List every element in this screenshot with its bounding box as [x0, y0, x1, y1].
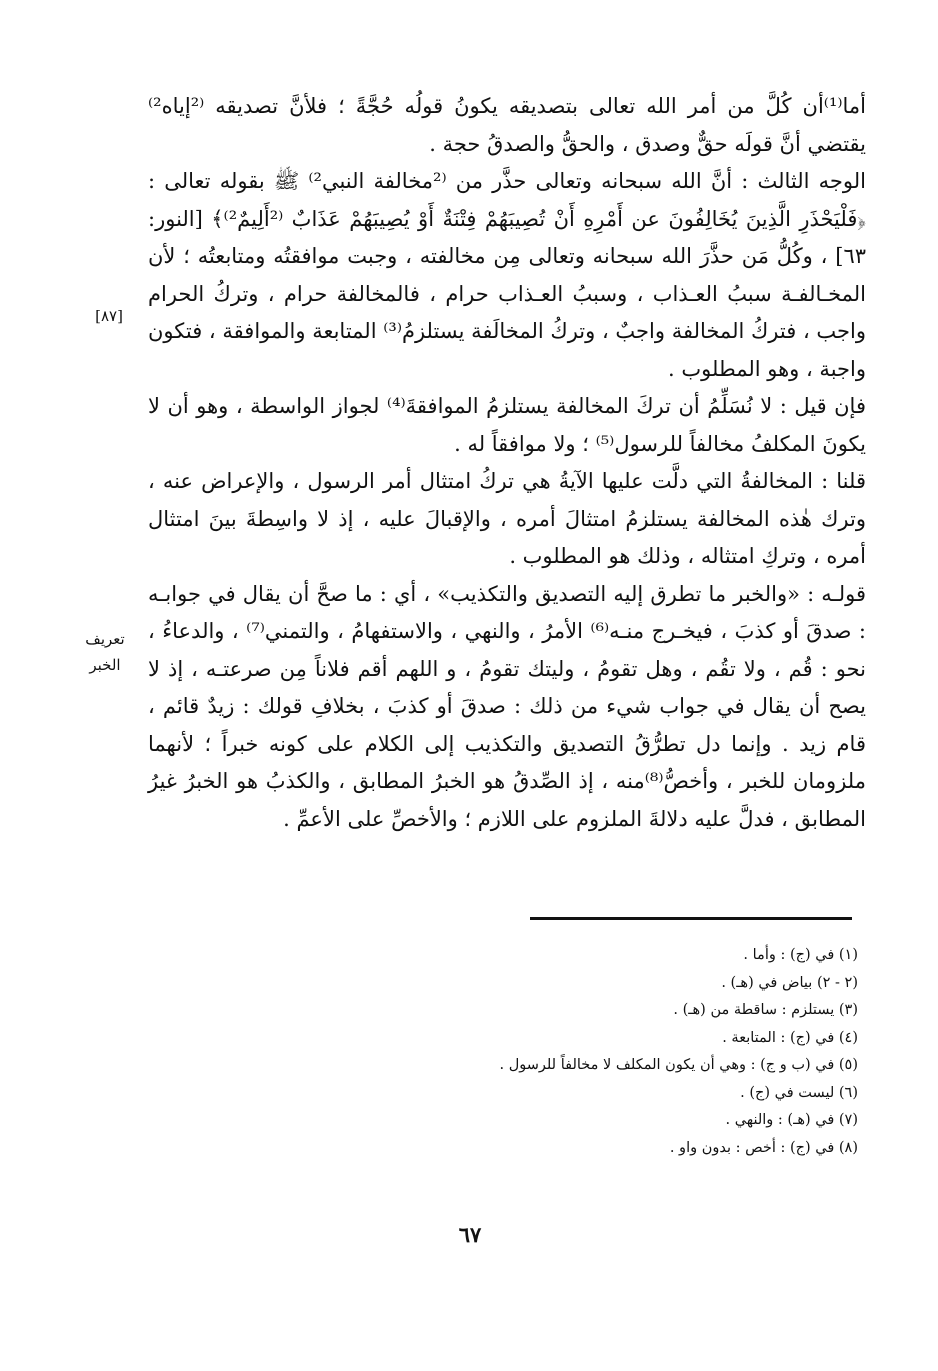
footnote-2: (٢ - ٢) بياض في (هـ) . — [721, 974, 858, 991]
footnote-divider — [530, 917, 852, 920]
paragraph-1: أما⁽¹⁾أن كُلَّ من أمر الله تعالى بتصديقه يكونُ قولُه حُجَّةً ؛ فلأنَّ تصديقه ⁽²إياه²⁾ يقتضي أنَّ قولَه حقٌّ وصدق ، والحقُّ والصدقُ حجة . — [148, 94, 866, 156]
paragraph-3: فإن قيل : لا نُسَلِّمُ أن تركَ المخالفة يستلزمُ الموافقةَ⁽⁴⁾ لجواز الواسطة ، وهو أن لا يكونَ المكلفُ مخالفاً للرسول⁽⁵⁾ ؛ ولا موافقاً له . — [148, 394, 866, 456]
footnote-1: (١) في (ج) : وأما . — [743, 947, 858, 963]
page-number: ٦٧ — [458, 1222, 482, 1247]
footnote-5: (٥) في (ب و ج) : وهي أن يكون المكلف لا مخالفاً للرسول . — [499, 1057, 858, 1073]
footnote-4: (٤) في (ج) : المتابعة . — [722, 1029, 858, 1046]
margin-page-reference: [٨٧] — [95, 307, 123, 325]
footnote-8: (٨) في (ج) : أخص : بدون واو . — [669, 1139, 858, 1156]
footnote-3: (٣) يستلزم : ساقطة من (هـ) . — [673, 1002, 858, 1018]
footnote-7: (٧) في (هـ) : والنهي . — [725, 1112, 858, 1128]
main-text — [148, 88, 866, 838]
footnotes — [300, 942, 858, 1162]
footnote-6: (٦) ليست في (ج) . — [740, 1084, 858, 1101]
paragraph-5: قولـه : «والخبر ما تطرق إليه التصديق والتكذيب» ، أي : ما صحَّ أن يقال في جوابـه : صدقَ أو كذبَ ، فيخـرج منـه⁽⁶⁾ الأمرُ ، والنهي ، والاستفهامُ ، والتمني⁽⁷⁾ ، والدعاءُ ، نحو : قُم ، ولا تقُم ، وهل تقومُ ، وليتك تقومُ ، و اللهم أقم فلاناً مِن صرعتـه ، إذ لا يصح أن يقال في جواب شيء من ذلك : صدقَ أو كذبَ ، بخلافِ قولك : زيدٌ قائم ، قام زيد . وإنما دل تطرُّقُ التصديق والتكذيب إلى الكلام على كونه خبراً ؛ لأنهما ملزومان للخبر ، وأخصُّ⁽⁸⁾منه ، إذ الصِّدقُ هو الخبرُ المطابق ، والكذبُ هو الخبرُ غيرُ المطابق ، فدلَّ عليه دلالةَ الملزوم على اللازم ؛ والأخصِّ على الأعمِّ . — [148, 581, 867, 831]
paragraph-2: الوجه الثالث : أنَّ الله سبحانه وتعالى حذَّر من ⁽²مخالفة النبي²⁾ ﷺ بقوله تعالى : ﴿فَلْيَحْذَرِ الَّذِينَ يُخَالِفُونَ عن أَمْرِهِ أَنْ تُصِيبَهُمْ فِتْنَةٌ أَوْ يُصِيبَهُمْ عَذَابٌ ⁽²أَلِيمٌ²⁾﴾ [النور: ٦٣] ، وكُلُّ مَن حذَّرَ الله سبحانه وتعالى مِن مخالفته ، وجبت موافقتُه ومتابعتُه ؛ لأن المخـالفـة سببُ العـذاب ، وسببُ العـذاب حرام ، فالمخالفة حرام ، وتركُ الحرام واجب ، فتركُ المخالفة واجبٌ ، وتركُ المخالَفة يستلزمُ⁽³⁾ المتابعة والموافقة ، فتكون واجبة ، وهو المطلوب . — [148, 169, 867, 381]
margin-topic-label: تعريف الخبر — [85, 630, 125, 674]
paragraph-4: قلنا : المخالفةُ التي دلَّت عليها الآيةُ هي تركُ امتثال أمر الرسول ، والإعراض عنه ، وترك هٰذه المخالفة يستلزمُ امتثالَ أمره ، والإقبالَ عليه ، إذ لا واسِطةَ بينَ امتثال أمره ، وتركِ امتثاله ، وذلك هو المطلوب . — [148, 469, 866, 568]
